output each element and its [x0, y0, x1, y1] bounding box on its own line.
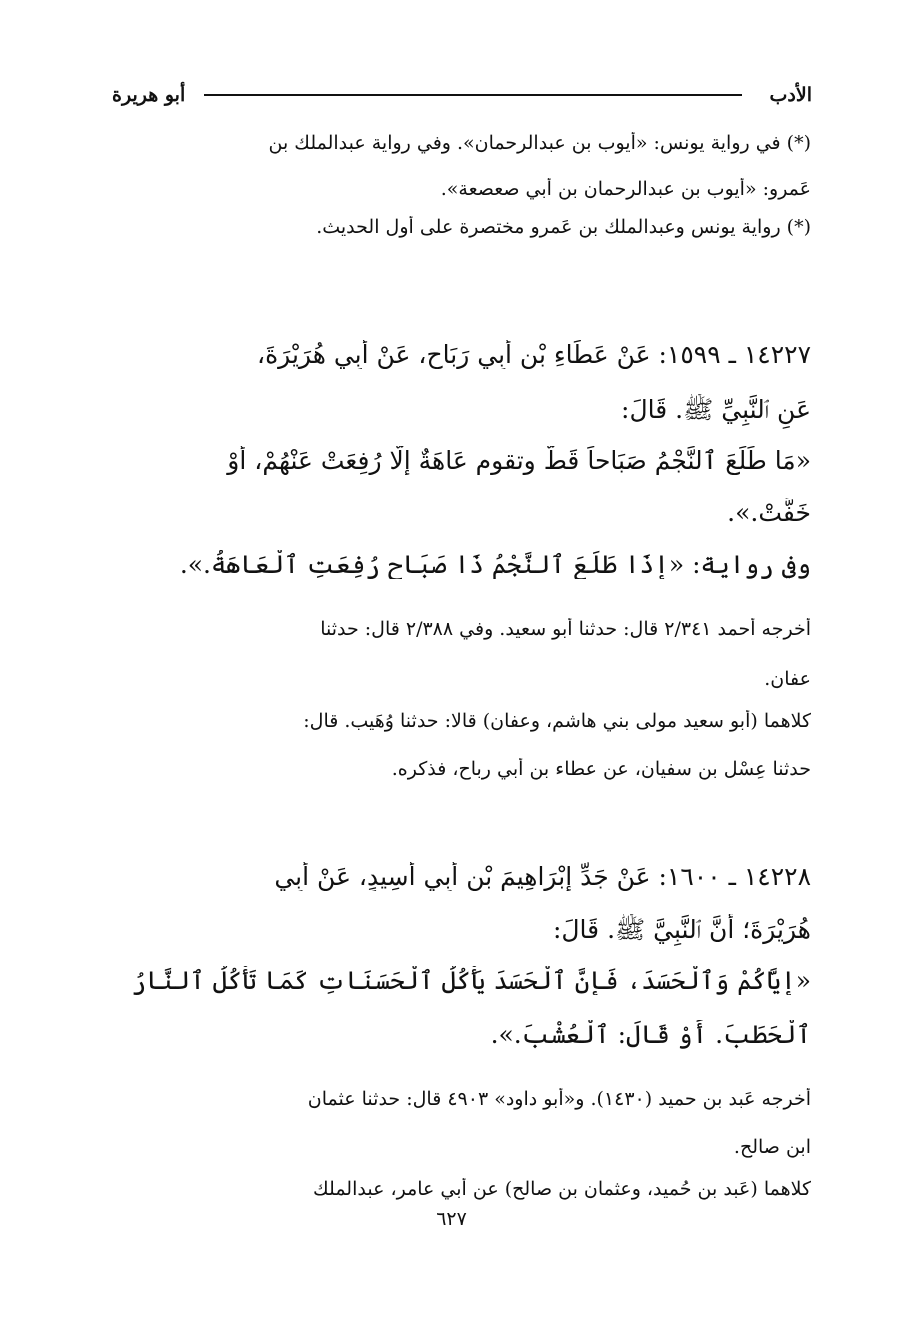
source-line: أخرجه عَبد بن حميد (١٤٣٠). و«أبو داود» ٤٩٠٣ قال: حدثنا عثمان	[307, 1088, 811, 1110]
hadith-line: خَفَّتْ.».	[727, 498, 811, 527]
header-rule	[204, 94, 742, 96]
chapter-title: الأدب	[769, 84, 812, 106]
hadith-line: «إِيَّاكُمْ وَٱلْحَسَدَ، فَإِنَّ ٱلْحَسَدَ يَأْكُلُ ٱلْحَسَنَاتِ كَمَا تَأْكُلُ ٱلنَّارُ	[131, 966, 811, 995]
source-line: كلاهما (أبو سعيد مولى بني هاشم، وعفان) قالا: حدثنا وُهَيب. قال:	[303, 710, 811, 732]
page-number: ٦٢٧	[436, 1208, 467, 1230]
hadith-line: هُرَيْرَةَ؛ أَنَّ ٱلنَّبِيَّ ﷺ. قَالَ:	[552, 915, 811, 944]
footnote-line: عَمرو: «أيوب بن عبدالرحمان بن أبي صعصعة».	[440, 178, 811, 200]
page-header	[112, 80, 812, 114]
source-line: حدثنا عِسْل بن سفيان، عن عطاء بن أبي رباح، فذكره.	[391, 758, 811, 780]
source-line: عفان.	[764, 668, 811, 690]
source-line: ابن صالح.	[733, 1136, 811, 1158]
hadith-line: وفي رواية: «إِذَا طَلَعَ ٱلنَّجْمُ ذَا صَبَاحٍ رُفِعَتِ ٱلْعَاهَةُ.».	[179, 550, 811, 579]
hadith-line: ١٤٢٢٧ ـ ١٥٩٩: عَنْ عَطَاءِ بْنِ أَبِي رَبَاحٍ، عَنْ أَبِي هُرَيْرَةَ،	[257, 340, 811, 369]
footnote-line: (*) رواية يونس وعبدالملك بن عَمرو مختصرة على أول الحديث.	[316, 216, 811, 238]
hadith-line: ٱلْحَطَبَ. أَوْ قَالَ: ٱلْعُشْبَ.».	[490, 1020, 811, 1049]
narrator-title: أبو هريرة	[112, 84, 186, 106]
hadith-line: «مَا طَلَعَ ٱلنَّجْمُ صَبَاحاً قَطّ وتقوم عَاهَةٌ إِلَّا رُفِعَتْ عَنْهُمْ، أَوْ	[227, 446, 811, 475]
hadith-line: ١٤٢٢٨ ـ ١٦٠٠: عَنْ جَدِّ إِبْرَاهِيمَ بْنِ أَبِي أَسِيدٍ، عَنْ أَبِي	[274, 862, 811, 891]
source-line: أخرجه أحمد ٢/٣٤١ قال: حدثنا أبو سعيد. وفي ٢/٣٨٨ قال: حدثنا	[320, 618, 811, 640]
hadith-line: عَنِ ٱلنَّبِيِّ ﷺ. قَالَ:	[621, 395, 811, 424]
source-line: كلاهما (عَبد بن حُميد، وعثمان بن صالح) عن أبي عامر، عبدالملك	[313, 1178, 811, 1200]
footnote-line: (*) في رواية يونس: «أيوب بن عبدالرحمان». وفي رواية عبدالملك بن	[268, 132, 811, 154]
